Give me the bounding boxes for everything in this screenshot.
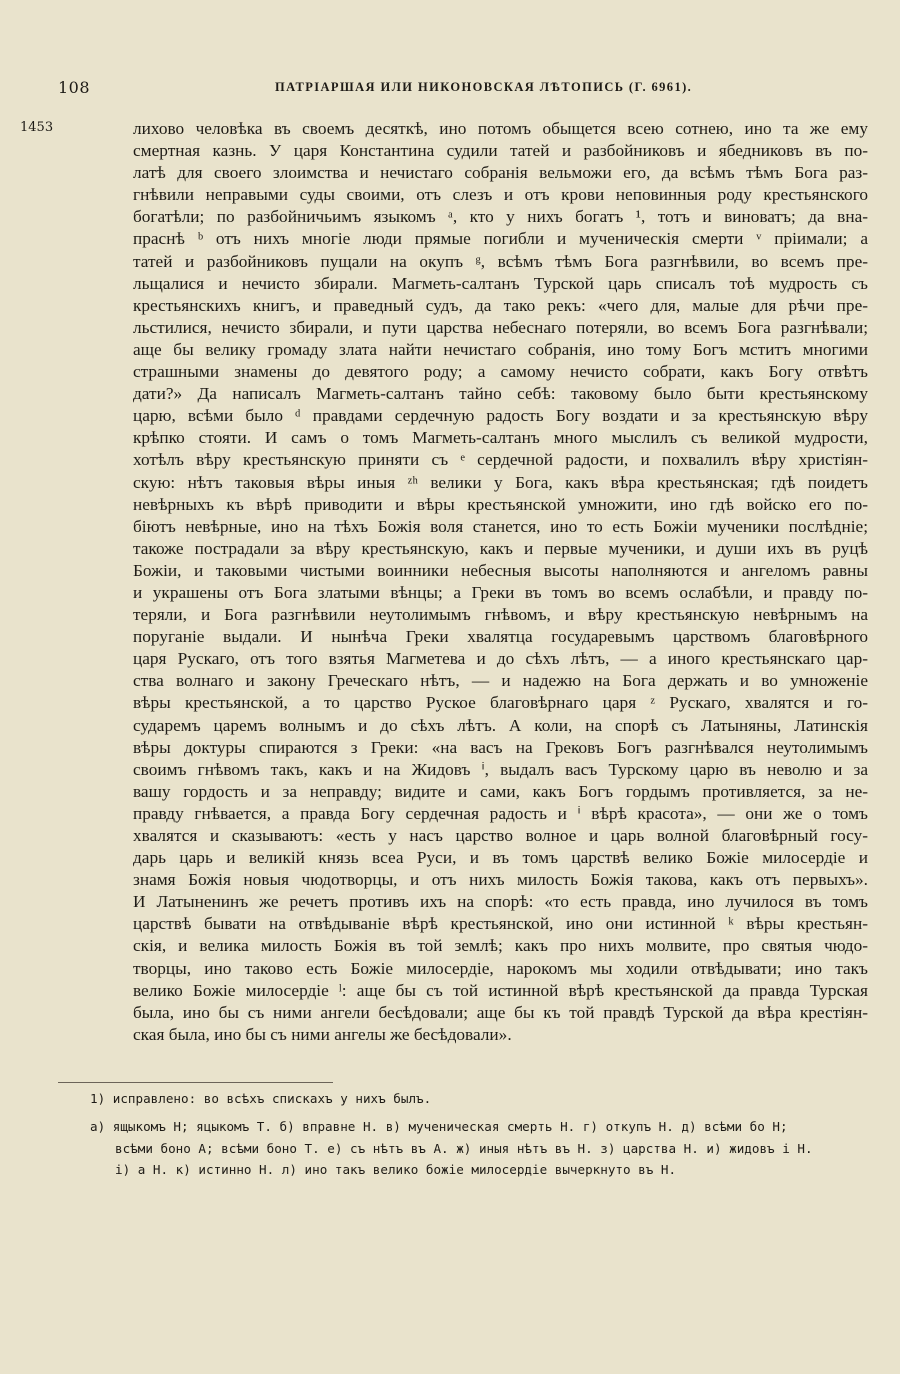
text-line: крѣпко стояти. И самъ о томъ Магметь-салтанъ много мыслилъ съ великой мудрости, (133, 428, 868, 448)
text-line: скія, и велика милость Божія въ той землѣ; какъ про нихъ молвите, про святыя чюдо- (133, 936, 868, 956)
text-line: ская была, ино бы съ ними ангелы же бесѣдовали». (133, 1024, 512, 1044)
text-line: велико Божіе милосердіе ˡ: аще бы съ той истинной вѣрѣ крестьянской да правда Турская (133, 980, 868, 1000)
text-line: вѣры доктуры спираются з Греки: «на васъ на Грековъ Богъ разгнѣвался неутолимымъ (133, 737, 868, 757)
running-title: ПАТРІАРШАЯ ИЛИ НИКОНОВСКАЯ ЛѢТОПИСЬ (Г. 6961). (275, 80, 693, 94)
text-line: царствѣ бывати на отвѣдываніе вѣрѣ крестьянской, ино они истинной ᵏ вѣры крестьян- (133, 914, 868, 934)
footnote-divider (58, 1082, 333, 1083)
page-number: 108 (58, 78, 91, 97)
text-line: лихово человѣка въ своемъ десяткѣ, ино потомъ обыщется всею сотнею, ино та же ему (133, 119, 868, 138)
variant-line: і) а Н. к) истинно Н. л) ино такъ велико божіе милосердіе вычеркнуто въ Н. (115, 1162, 677, 1177)
text-line: хвалятся и сказываютъ: «есть у насъ царство волное и царь волной благовѣрный госу- (133, 826, 868, 845)
text-line: вѣры крестьянской, а то царство Руское благовѣрнаго царя ᶻ Рускаго, хвалятся и го- (133, 693, 868, 713)
text-line: ства волнаго и закону Греческаго нѣтъ, — и надежю на Бога держать и во умноженіе (133, 671, 868, 691)
text-line: знамя Божія новыя чюдотворцы, и отъ нихъ милость Божія такова, какъ отъ первыхъ». (133, 870, 868, 890)
text-line: аще бы велику громаду злата найти нечистаго собранія, ино тому Богъ мститъ многими (133, 339, 868, 359)
text-line: такоже пострадали за вѣру крестьянскую, какъ и первые мученики, и души ихъ въ руцѣ (133, 538, 868, 558)
text-line: скую: нѣтъ таковыя вѣры иныя ᶻʰ велики у Бога, какъ вѣра крестьянская; гдѣ поидетъ (133, 472, 868, 492)
text-line: страшными знамены до девятого роду; а самому нечисто собрати, какъ Богу отвѣтъ (133, 362, 868, 382)
text-line: была, ино бы съ ними ангели бесѣдовали; аще бы къ той правдѣ Турской да вѣра крестіян- (133, 1002, 868, 1022)
text-line: теряли, и Бога разгнѣвили неутолимымъ гнѣвомъ, и вѣру крестьянскую невѣрнымъ на (133, 605, 868, 625)
text-line: вашу гордость и за неправду; видите и сами, какъ Богъ гордымъ противляется, за не- (133, 781, 868, 801)
text-line: хотѣлъ вѣру крестьянскую приняти съ ᵉ сердечной радости, и похвалилъ вѣру христіян- (133, 450, 868, 470)
text-line: татей и разбойниковъ пущали на окупъ ᵍ, всѣмъ тѣмъ Бога разгнѣвили, во всемъ пре- (133, 251, 868, 271)
text-line: поруганіе выдали. И нынѣча Греки хвалятца государевымъ царствомъ благовѣрного (133, 627, 868, 647)
text-line: царю, всѣми было ᵈ правдами сердечную радость Богу воздати и за крестьянскую вѣру (133, 406, 868, 426)
text-line: праснѣ ᵇ отъ нихъ многіе люди прямые погибли и мученическія смерти ᵛ пріимали; а (133, 229, 868, 249)
text-line: льщалися и нечисто збирали. Магметь-салтанъ Турской царь списалъ тоѣ мудрость съ (133, 273, 868, 293)
chronicle-text (133, 118, 868, 1046)
text-line: гнѣвили неправыми суды своими, отъ слезъ и отъ крови неповинныя роду крестьянского (133, 185, 868, 205)
text-line: невѣрныхъ къ вѣрѣ приводити и вѣры крестьянской умножити, ино гдѣ войско его по- (133, 494, 868, 514)
text-line: богатѣли; по разбойничьимъ языкомъ ᵃ, кто у нихъ богатъ ¹, тотъ и виноватъ; да вна- (133, 207, 868, 227)
text-line: дати?» Да написалъ Магметь-салтанъ тайно себѣ: таковому было быти крестьянскому (133, 384, 868, 404)
margin-year: 1453 (20, 120, 54, 135)
footnote: 1) исправлено: во всѣхъ спискахъ у нихъ былъ. (90, 1091, 432, 1106)
variant-line: всѣми боно А; всѣми боно Т. е) съ нѣтъ въ А. ж) иныя нѣтъ въ Н. з) царства Н. и) жидовъ і Н. (115, 1140, 813, 1156)
text-line: правду гнѣвается, а правда Богу сердечная радость и ⁱ вѣрѣ красота», — они же о томъ (133, 803, 868, 823)
text-line: біютъ невѣрные, ино на тѣхъ Божія воля станется, ино то есть Божіи мученики послѣдніе; (133, 516, 868, 536)
text-line: дарь царь и великій князь всеа Руси, и въ томъ царствѣ велико Божіе милосердіе и (133, 848, 868, 868)
text-line: Божіи, и таковыми чистыми воинники небесныя высоты наполняются и ангеломъ равны (133, 560, 868, 580)
text-line: И Латыненинъ же речетъ противъ ихъ на спорѣ: «то есть правда, ино лучилося въ томъ (133, 892, 868, 912)
text-line: сударемъ царемъ волнымъ и до сѣхъ лѣтъ. А коли, на спорѣ съ Латыняны, Латинскія (133, 715, 868, 735)
text-line: и украшены отъ Бога златыми вѣнцы; а Греки въ томъ во всемъ ослабѣли, и правду по- (133, 582, 868, 602)
textual-variants (90, 1116, 865, 1181)
text-line: царя Рускаго, отъ того взятья Магметева и до сѣхъ лѣтъ, — а иного крестьянскаго цар- (133, 649, 868, 669)
text-line: льстилися, нечисто збирали, и пути царства небеснаго потеряли, во всемъ Бога разгнѣвали; (133, 317, 868, 337)
text-line: своимъ гнѣвомъ такъ, какъ и на Жидовъ ⁱ, выдалъ васъ Турскому царю въ неволю и за (133, 759, 868, 779)
text-line: смертная казнь. У царя Константина судили татей и разбойниковъ и ябедниковъ въ по- (133, 141, 868, 161)
text-line: латѣ для своего злоимства и нечистаго собранія вельможи его, да всѣмъ тѣмъ Бога раз- (133, 163, 868, 183)
text-line: творцы, ино таково есть Божіе милосердіе, нарокомъ мы ходили отвѣдывати; ино такъ (133, 958, 868, 978)
variant-line: а) ящыкомъ Н; яцыкомъ Т. б) вправне Н. в) мученическая смерть Н. г) откупъ Н. д) всѣми бо Н; (90, 1119, 788, 1134)
text-line: крестьянскихъ книгъ, и праведный судъ, да тако рекъ: «чего для, малые для рѣчи пре- (133, 295, 868, 315)
